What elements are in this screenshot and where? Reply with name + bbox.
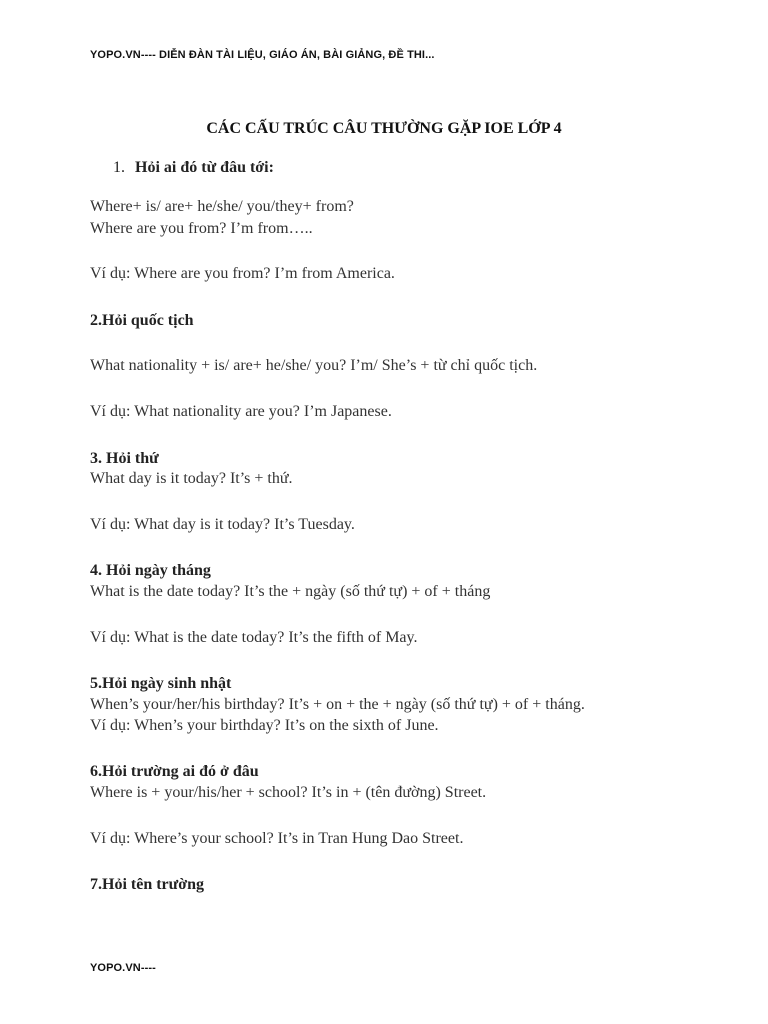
section-2-example: Ví dụ: What nationality are you? I’m Japanese.	[90, 403, 392, 420]
section-1-number: 1.	[113, 159, 125, 176]
section-5-line-1: When’s your/her/his birthday? It’s + on + the + ngày (số thứ tự) + of + tháng.	[90, 696, 585, 713]
section-1-heading	[113, 159, 274, 177]
section-3-heading: 3. Hỏi thứ	[90, 450, 159, 467]
section-1-line-2: Where are you from? I’m from…..	[90, 220, 313, 237]
section-3-line-1: What day is it today? It’s + thứ.	[90, 470, 293, 487]
section-4-heading: 4. Hỏi ngày tháng	[90, 562, 211, 579]
section-1-example: Ví dụ: Where are you from? I’m from America.	[90, 265, 395, 282]
section-2-line-1: What nationality + is/ are+ he/she/ you? I’m/ She’s + từ chỉ quốc tịch.	[90, 357, 538, 374]
section-2-heading: 2.Hỏi quốc tịch	[90, 312, 194, 329]
section-5-example: Ví dụ: When’s your birthday? It’s on the sixth of June.	[90, 717, 439, 734]
section-6-heading: 6.Hỏi trường ai đó ở đâu	[90, 763, 259, 780]
section-4-example: Ví dụ: What is the date today? It’s the fifth of May.	[90, 629, 418, 646]
section-7-heading: 7.Hỏi tên trường	[90, 876, 205, 893]
page-header: YOPO.VN---- DIỄN ĐÀN TÀI LIỆU, GIÁO ÁN, BÀI GIẢNG, ĐỀ THI...	[90, 49, 435, 61]
section-1-line-1: Where+ is/ are+ he/she/ you/they+ from?	[90, 198, 354, 215]
document-title: CÁC CẤU TRÚC CÂU THƯỜNG GẶP IOE LỚP 4	[206, 120, 562, 137]
page-footer: YOPO.VN----	[90, 962, 156, 974]
section-3-example: Ví dụ: What day is it today? It’s Tuesday.	[90, 516, 355, 533]
section-5-heading: 5.Hỏi ngày sinh nhật	[90, 675, 232, 692]
section-6-example: Ví dụ: Where’s your school? It’s in Tran Hung Dao Street.	[90, 830, 464, 847]
section-6-line-1: Where is + your/his/her + school? It’s in + (tên đường) Street.	[90, 784, 487, 801]
section-4-line-1: What is the date today? It’s the + ngày (số thứ tự) + of + tháng	[90, 583, 491, 600]
section-1-heading-text: Hỏi ai đó từ đâu tới:	[135, 159, 274, 176]
